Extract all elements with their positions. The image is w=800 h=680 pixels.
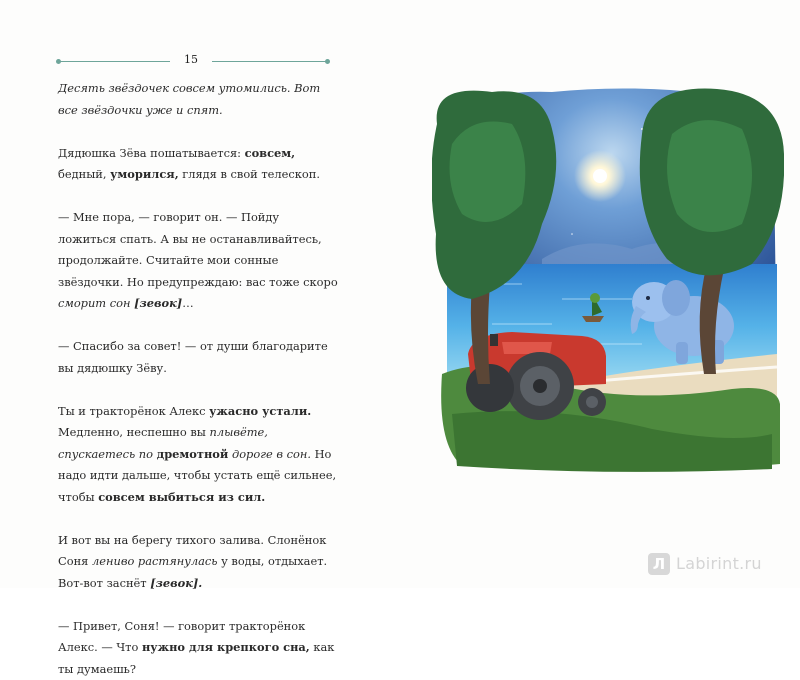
- text-run: Медленно, неспешно вы: [58, 425, 209, 439]
- text-run: Дядюшка Зёва пошатывается:: [58, 146, 245, 160]
- paragraph: [58, 78, 340, 121]
- story-text: [58, 78, 340, 680]
- text-run: уморился,: [110, 167, 179, 181]
- text-run: у воды, отдыхает. Вот-вот заснёт: [58, 554, 327, 590]
- text-run: Десять звёздочек совсем утомились. Вот все звёздочки уже и спят.: [58, 81, 320, 117]
- paragraph: [58, 530, 340, 595]
- text-run: [зевок]: [134, 296, 182, 310]
- watermark-text: Labirint.ru: [676, 554, 762, 573]
- header-rule-right: [212, 61, 328, 62]
- text-run: дремотной: [157, 447, 229, 461]
- text-run: нужно для крепкого сна,: [142, 640, 310, 654]
- watermark: [648, 553, 796, 579]
- text-run: совсем,: [245, 146, 296, 160]
- paragraph: [58, 336, 340, 379]
- text-run: дороге в сон.: [232, 447, 311, 461]
- text-run: И вот вы на берегу тихого залива. Слонёнок Соня: [58, 533, 326, 569]
- text-run: Но надо идти дальше, чтобы устать ещё сильнее, чтобы: [58, 447, 336, 504]
- paragraph: [58, 207, 340, 315]
- text-run: лениво растянулась: [92, 554, 217, 568]
- paragraph: [58, 143, 340, 186]
- text-run: сморит сон: [58, 296, 130, 310]
- text-run: — Спасибо за совет! — от души благодарите вы дядюшку Зёву.: [58, 339, 328, 375]
- paragraph: [58, 401, 340, 509]
- text-run: ужасно устали.: [209, 404, 311, 418]
- text-run: как ты думаешь?: [58, 640, 334, 676]
- illustration: [432, 84, 784, 474]
- text-run: бедный,: [58, 167, 110, 181]
- text-run: — Привет, Соня! — говорит тракторёнок Алекс. — Что: [58, 619, 305, 655]
- text-run: Ты и тракторёнок Алекс: [58, 404, 209, 418]
- text-run: [зевок].: [150, 576, 202, 590]
- header-rule-left: [58, 61, 170, 62]
- paragraph: [58, 616, 340, 680]
- watermark-logo-icon: Л: [648, 553, 670, 575]
- text-run: глядя в свой телескоп.: [179, 167, 320, 181]
- text-run: совсем выбиться из сил.: [98, 490, 265, 504]
- page-number: 15: [170, 53, 212, 66]
- text-run: …: [182, 296, 193, 310]
- text-run: — Мне пора, — говорит он. — Пойду ложиться спать. А вы не останавливайтесь, продолжайте. Считайте мои сонные звёздочки. Но предупреждаю: вас тоже скоро: [58, 210, 338, 289]
- text-run: плывёте, спускаетесь по: [58, 425, 268, 461]
